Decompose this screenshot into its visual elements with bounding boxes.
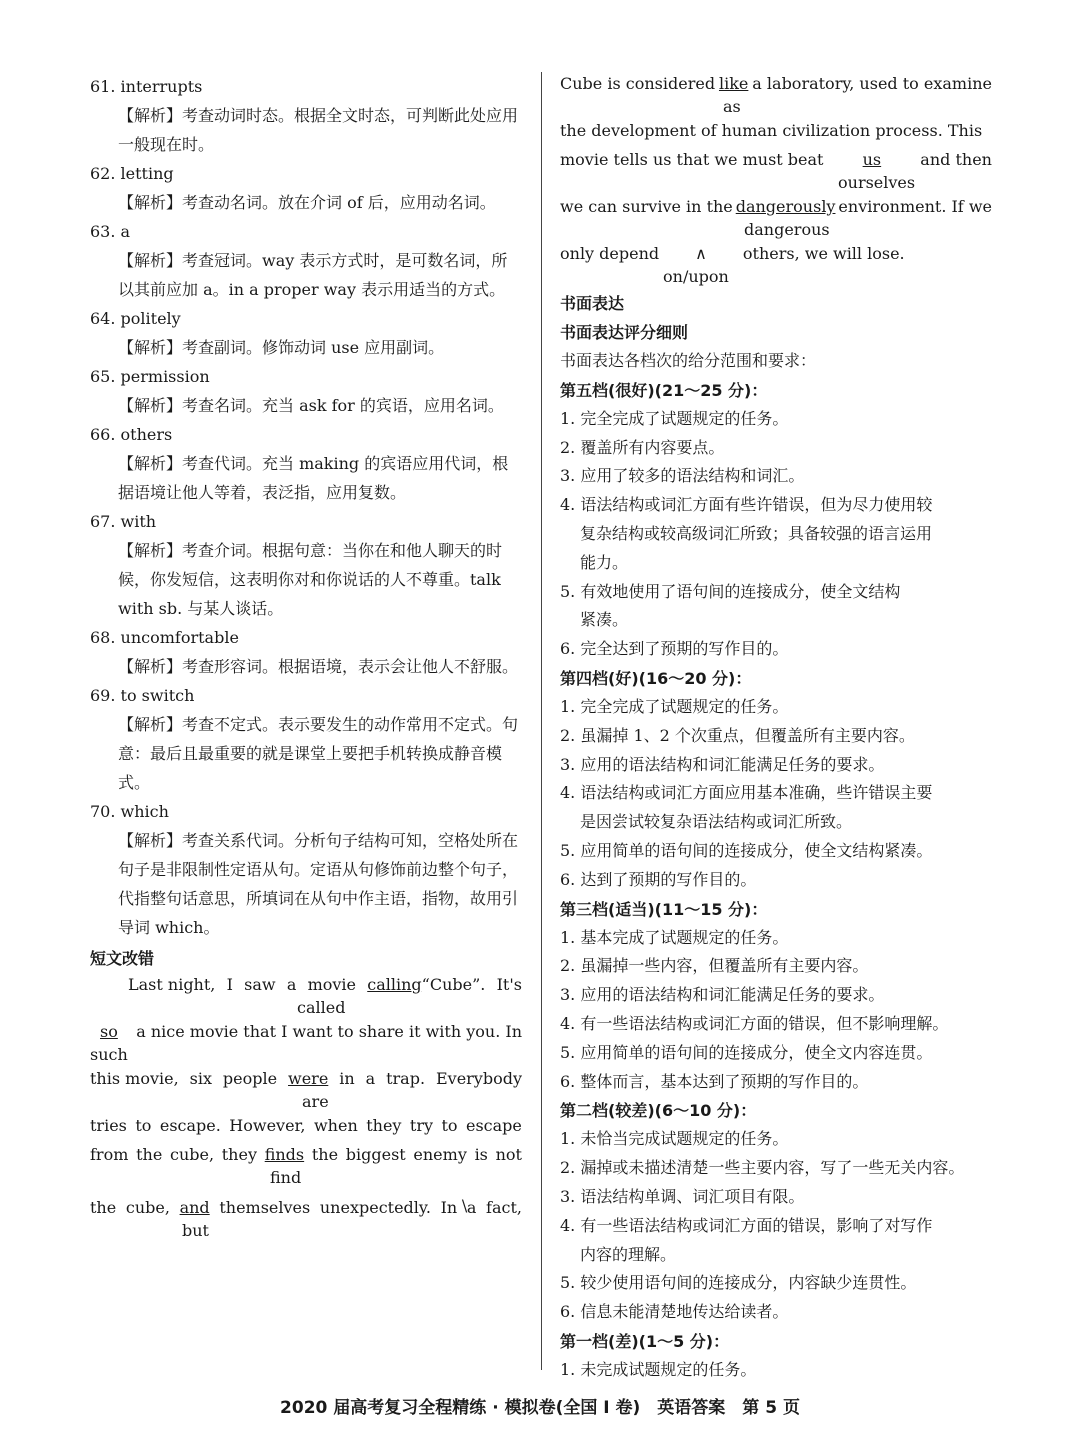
correction-line-9: movie tells us that we must beat us and then — [560, 150, 992, 169]
answer-item: 61. interrupts — [90, 77, 203, 96]
level-criterion: 1. 未恰当完成试题规定的任务。 — [560, 1129, 789, 1149]
correction-line-11: only depend ∧ others, we will lose. — [560, 244, 905, 263]
level-title: 第二档(较差)(6～10 分)： — [560, 1101, 757, 1121]
level-criterion: 3. 应用的语法结构和词汇能满足任务的要求。 — [560, 985, 885, 1005]
correction-line-3: this movie, six people were in a trap. Everybody — [90, 1069, 522, 1088]
insert-caret-icon: ∧ — [695, 244, 707, 263]
level-title: 第一档(差)(1～5 分)： — [560, 1331, 730, 1351]
level-criterion: 2. 漏掉或未描述清楚一些主要内容，写了一些无关内容。 — [560, 1158, 965, 1178]
answer-item: 68. uncomfortable — [90, 628, 239, 647]
answer-item: 62. letting — [90, 164, 174, 183]
level-criterion: 5. 应用简单的语句间的连接成分，使全文结构紧凑。 — [560, 840, 933, 860]
level-criterion: 内容的理解。 — [580, 1244, 677, 1264]
correction-fix-5: find — [270, 1168, 302, 1187]
level-criterion: 5. 应用简单的语句间的连接成分，使全文内容连贯。 — [560, 1042, 933, 1062]
answer-list — [90, 72, 522, 942]
level-criterion: 3. 语法结构单调、词汇项目有限。 — [560, 1186, 805, 1206]
writing-intro: 书面表达各档次的给分范围和要求： — [560, 351, 817, 370]
writing-subtitle: 书面表达评分细则 — [560, 323, 689, 342]
correction-title: 短文改错 — [90, 949, 155, 968]
grading-levels — [560, 376, 992, 1385]
column-divider — [541, 72, 542, 1370]
correction-fix-9: ourselves — [838, 173, 916, 192]
level-criterion: 4. 有一些语法结构或词汇方面的错误，影响了对写作 — [560, 1215, 933, 1235]
correction-fix-1: called — [297, 998, 346, 1017]
answer-item: 64. politely — [90, 309, 181, 328]
correction-fix-7: as — [723, 97, 741, 116]
answer-item: 69. to switch — [90, 686, 195, 705]
answer-analysis: 【解析】考查关系代词。分析句子结构可知，空格处所在句子是非限制性定语从句。定语从句修饰前边整个句子，代指整句话意思，所填词在从句中作主语，指物，故用引导词 which。 — [118, 831, 519, 937]
level-criterion: 复杂结构或较高级词汇所致；具备较强的语言运用 — [580, 523, 933, 543]
correction-line-5: from the cube, they finds the biggest enemy is not — [90, 1145, 522, 1164]
answer-item: 70. which — [90, 802, 169, 821]
level-criterion: 能力。 — [580, 552, 629, 572]
answer-analysis: 【解析】考查不定式。表示要发生的动作常用不定式。句意：最后且最重要的就是课堂上要把手机转换成静音模式。 — [118, 715, 519, 792]
answer-analysis: 【解析】考查代词。充当 making 的宾语应用代词，根据语境让他人等着，表泛指，应用复数。 — [118, 454, 509, 502]
correction-line-7: Cube is considered like a laboratory, used to examine — [560, 74, 992, 93]
left-column — [90, 72, 522, 1243]
level-criterion: 2. 覆盖所有内容要点。 — [560, 437, 725, 457]
answer-analysis: 【解析】考查形容词。根据语境，表示会让他人不舒服。 — [118, 657, 519, 676]
correction-line-10: we can survive in the dangerously environment. If we — [560, 197, 992, 216]
writing-title: 书面表达 — [560, 294, 625, 313]
correction-line-1: Last night, I saw a movie calling“Cube”. It's — [128, 975, 522, 994]
level-criterion: 6. 信息未能清楚地传达给读者。 — [560, 1302, 789, 1322]
answer-analysis: 【解析】考查动词时态。根据全文时态，可判断此处应用一般现在时。 — [118, 106, 519, 154]
correction-fix-6: but — [182, 1221, 209, 1240]
level-criterion: 3. 应用了较多的语法结构和词汇。 — [560, 466, 805, 486]
level-criterion: 紧凑。 — [580, 610, 629, 630]
answer-item: 65. permission — [90, 367, 210, 386]
correction-fix-3: are — [302, 1092, 329, 1111]
correction-line-6: the cube, and themselves unexpectedly. In \ a fact, — [90, 1196, 522, 1217]
correction-passage-continued — [560, 72, 992, 289]
level-criterion: 6. 达到了预期的写作目的。 — [560, 869, 757, 889]
level-criterion: 1. 未完成试题规定的任务。 — [560, 1359, 757, 1379]
correction-fix-10: dangerous — [744, 220, 830, 239]
level-criterion: 6. 整体而言，基本达到了预期的写作目的。 — [560, 1071, 869, 1091]
correction-fix-11: on/upon — [663, 267, 729, 286]
answer-item: 66. others — [90, 425, 173, 444]
level-criterion: 5. 有效地使用了语句间的连接成分，使全文结构 — [560, 581, 901, 601]
correction-passage — [90, 973, 522, 1243]
correction-line-8: the development of human civilization process. This — [560, 121, 983, 140]
answer-analysis: 【解析】考查介词。根据句意：当你在和他人聊天的时候，你发短信，这表明你对和你说话的人不尊重。talk with sb. 与某人谈话。 — [118, 541, 503, 618]
level-criterion: 4. 语法结构或词汇方面应用基本准确，些许错误主要 — [560, 783, 933, 803]
answer-item: 63. a — [90, 222, 131, 241]
answer-analysis: 【解析】考查名词。充当 ask for 的宾语，应用名词。 — [118, 396, 504, 415]
level-title: 第三档(适当)(11～15 分)： — [560, 899, 768, 919]
level-criterion: 4. 语法结构或词汇方面有些许错误，但为尽力使用较 — [560, 495, 933, 515]
level-title: 第五档(很好)(21～25 分)： — [560, 380, 768, 400]
answer-analysis: 【解析】考查冠词。way 表示方式时，是可数名词，所以其前应加 a。in a proper way 表示用适当的方式。 — [118, 251, 508, 299]
correction-fix-2: such — [90, 1045, 128, 1064]
correction-line-4: tries to escape. However, when they try to escape — [90, 1116, 522, 1135]
answer-item: 67. with — [90, 512, 157, 531]
level-criterion: 5. 较少使用语句间的连接成分，内容缺少连贯性。 — [560, 1273, 917, 1293]
page-footer: 2020 届高考复习全程精练 · 模拟卷(全国 Ⅰ 卷) 英语答案 第 5 页 — [280, 1398, 800, 1418]
level-criterion: 3. 应用的语法结构和词汇能满足任务的要求。 — [560, 754, 885, 774]
level-criterion: 6. 完全达到了预期的写作目的。 — [560, 639, 789, 659]
level-criterion: 1. 完全完成了试题规定的任务。 — [560, 696, 789, 716]
level-criterion: 4. 有一些语法结构或词汇方面的错误，但不影响理解。 — [560, 1013, 949, 1033]
answer-analysis: 【解析】考查动名词。放在介词 of 后，应用动名词。 — [118, 193, 496, 212]
level-criterion: 2. 虽漏掉 1、2 个次重点，但覆盖所有主要内容。 — [560, 725, 915, 745]
level-criterion: 1. 基本完成了试题规定的任务。 — [560, 927, 789, 947]
answer-analysis: 【解析】考查副词。修饰动词 use 应用副词。 — [118, 338, 445, 357]
level-criterion: 1. 完全完成了试题规定的任务。 — [560, 408, 789, 428]
level-title: 第四档(好)(16～20 分)： — [560, 668, 752, 688]
correction-line-2: so a nice movie that I want to share it with you. In — [100, 1022, 522, 1041]
level-criterion: 是因尝试较复杂语法结构或词汇所致。 — [580, 812, 853, 832]
right-column — [560, 72, 992, 1385]
level-criterion: 2. 虽漏掉一些内容，但覆盖所有主要内容。 — [560, 956, 869, 976]
